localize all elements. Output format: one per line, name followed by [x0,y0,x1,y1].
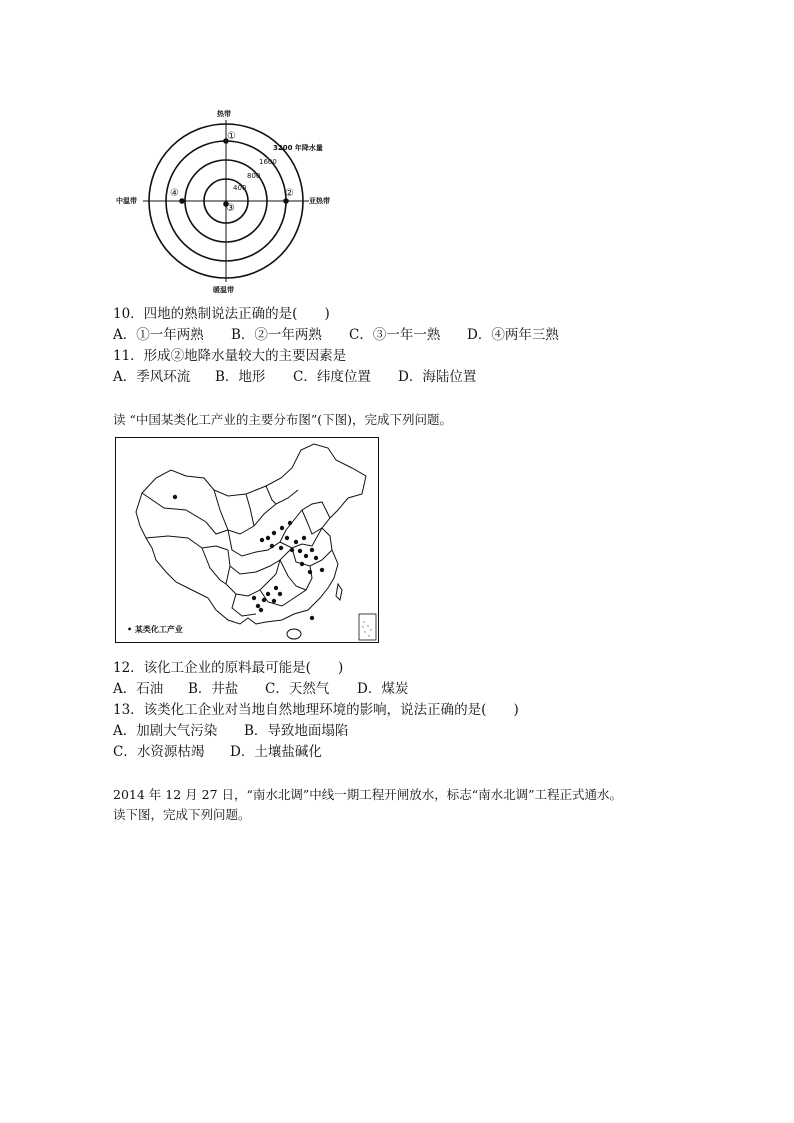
china-map-frame [115,437,379,643]
label-top: 热带 [217,110,231,118]
intro-water-line1: 2014 年 12 月 27 日，“南水北调”中线一期工程开闸放水，标志“南水北调”工程正式通水。 [113,787,623,802]
ring-label-3200: 3200 年降水量 [273,144,323,152]
q12-option-b: B．井盐 [188,681,239,697]
intro-water-line2: 读下图，完成下列问题。 [113,807,251,822]
ring-label-800: 800 [247,172,261,180]
q11-option-a: A．季风环流 [113,369,191,385]
q13-option-d: D．土壤盐碱化 [230,744,322,760]
q10-options [113,326,559,344]
label-right: 亚热带 [309,197,330,205]
taiwan-island [336,584,342,600]
point-2-dot [283,198,289,204]
q10-stem: 10．四地的熟制说法正确的是( ) [113,306,330,322]
south-china-sea-inset [359,614,376,640]
industry-dots [173,495,324,620]
precipitation-circle-diagram [113,100,353,300]
hainan-island [287,629,301,639]
inset-islands [362,621,371,636]
q12-option-d: D．煤炭 [357,681,409,697]
q11-option-b: B．地形 [215,369,266,385]
q11-option-d: D．海陆位置 [398,369,477,385]
q10-option-d: D．④两年三熟 [467,327,559,343]
china-map [116,438,378,642]
point-1-label: ① [227,131,236,142]
q13-option-c: C．水资源枯竭 [113,744,205,760]
point-2-label: ② [285,188,294,199]
map-legend: • 某类化工产业 [127,625,183,634]
q12-options [113,680,408,698]
label-bottom: 暖温带 [213,286,234,294]
china-outline [136,444,366,624]
q13-options-row2 [113,743,322,761]
point-3-label: ③ [226,203,235,214]
ring-label-400: 400 [233,184,247,192]
q11-option-c: C．纬度位置 [293,369,371,385]
intro-map-text: 读 “中国某类化工产业的主要分布图”(下图)，完成下列问题。 [113,412,453,427]
q10-option-c: C．③一年一熟 [349,327,441,343]
q13-stem: 13．该类化工企业对当地自然地理环境的影响，说法正确的是( ) [113,702,519,718]
q10-option-b: B．②一年两熟 [231,327,322,343]
label-left: 中温带 [116,197,137,205]
q11-options [113,368,476,386]
point-4-label: ④ [170,188,179,199]
q12-option-c: C．天然气 [265,681,330,697]
q11-stem: 11．形成②地降水量较大的主要因素是 [113,348,347,364]
q13-option-a: A．加剧大气污染 [113,723,218,739]
province-boundaries [142,493,228,534]
q12-stem: 12．该化工企业的原料最可能是( ) [113,660,344,676]
q13-options-row1 [113,722,348,740]
ring-label-1600: 1600 [259,158,277,166]
q12-option-a: A．石油 [113,681,164,697]
point-4-dot [179,198,185,204]
q10-option-a: A．①一年两熟 [113,327,204,343]
q13-option-b: B．导致地面塌陷 [244,723,349,739]
